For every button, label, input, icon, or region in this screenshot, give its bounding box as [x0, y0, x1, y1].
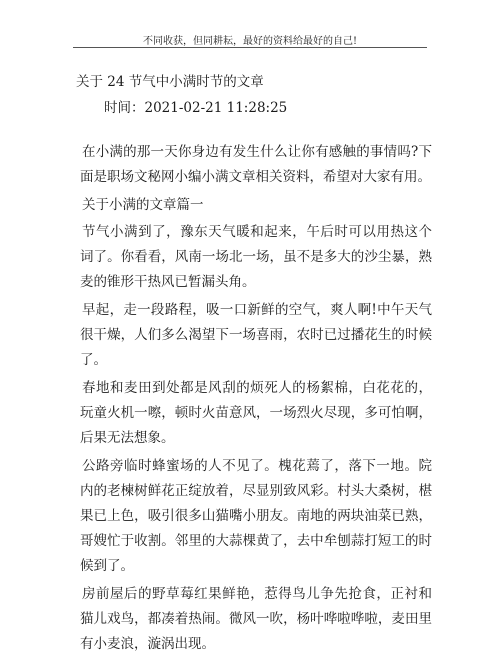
document-title: 关于 24 节气中小满时节的文章	[76, 74, 264, 90]
timestamp-value: 2021-02-21 11:28:25	[144, 100, 288, 116]
paragraph: 公路旁临时蜂蜜场的人不见了。槐花蔫了，落下一地。院内的老楝树鲜花正绽放着，尽显别致风彩。村头大桑树，椹果已上色，吸引很多山猫嘴小朋友。南地的两块油菜已熟，哥嫂忙于收割。邻里的大蒜棵黄了，去中牟刨蒜打短工的时候到了。	[80, 458, 432, 574]
header-motto: 不同收获，但同耕耘，最好的资料给最好的自己!	[142, 36, 358, 47]
timestamp-label: 时间：	[104, 100, 145, 116]
document-timestamp	[104, 96, 287, 116]
paragraph-intro: 在小满的那一天你身边有发生什么让你有感触的事情吗?下面是职场文秘网小编小满文章相关资料，希望对大家有用。	[80, 144, 432, 185]
paragraph: 早起，走一段路程，吸一口新鲜的空气，爽人啊!中午天气很干燥，人们多么渴望下一场喜雨，农时已过播花生的时候了。	[80, 302, 432, 368]
paragraph: 节气小满到了，豫东天气暖和起来，午后时可以用热这个词了。你看看，风南一场北一场，虽不是多大的沙尘暴，熟麦的锥形干热风已暂漏头角。	[80, 224, 432, 290]
paragraph: 春地和麦田到处都是风刮的烦死人的杨絮棉，白花花的，玩童火机一嚓，顿时火苗意风，一场烈火尽现，多可怕啊，后果无法想象。	[80, 380, 432, 446]
section-heading: 关于小满的文章篇一	[82, 197, 204, 213]
paragraph: 房前屋后的野草莓红果鲜艳，惹得鸟儿争先抢食，正衬和猫儿戏鸟，都凑着热闹。微风一吹，杨叶哗啦哗啦，麦田里有小麦浪，漩涡出现。	[80, 586, 432, 652]
header-divider	[73, 47, 427, 48]
document-body	[80, 140, 432, 660]
